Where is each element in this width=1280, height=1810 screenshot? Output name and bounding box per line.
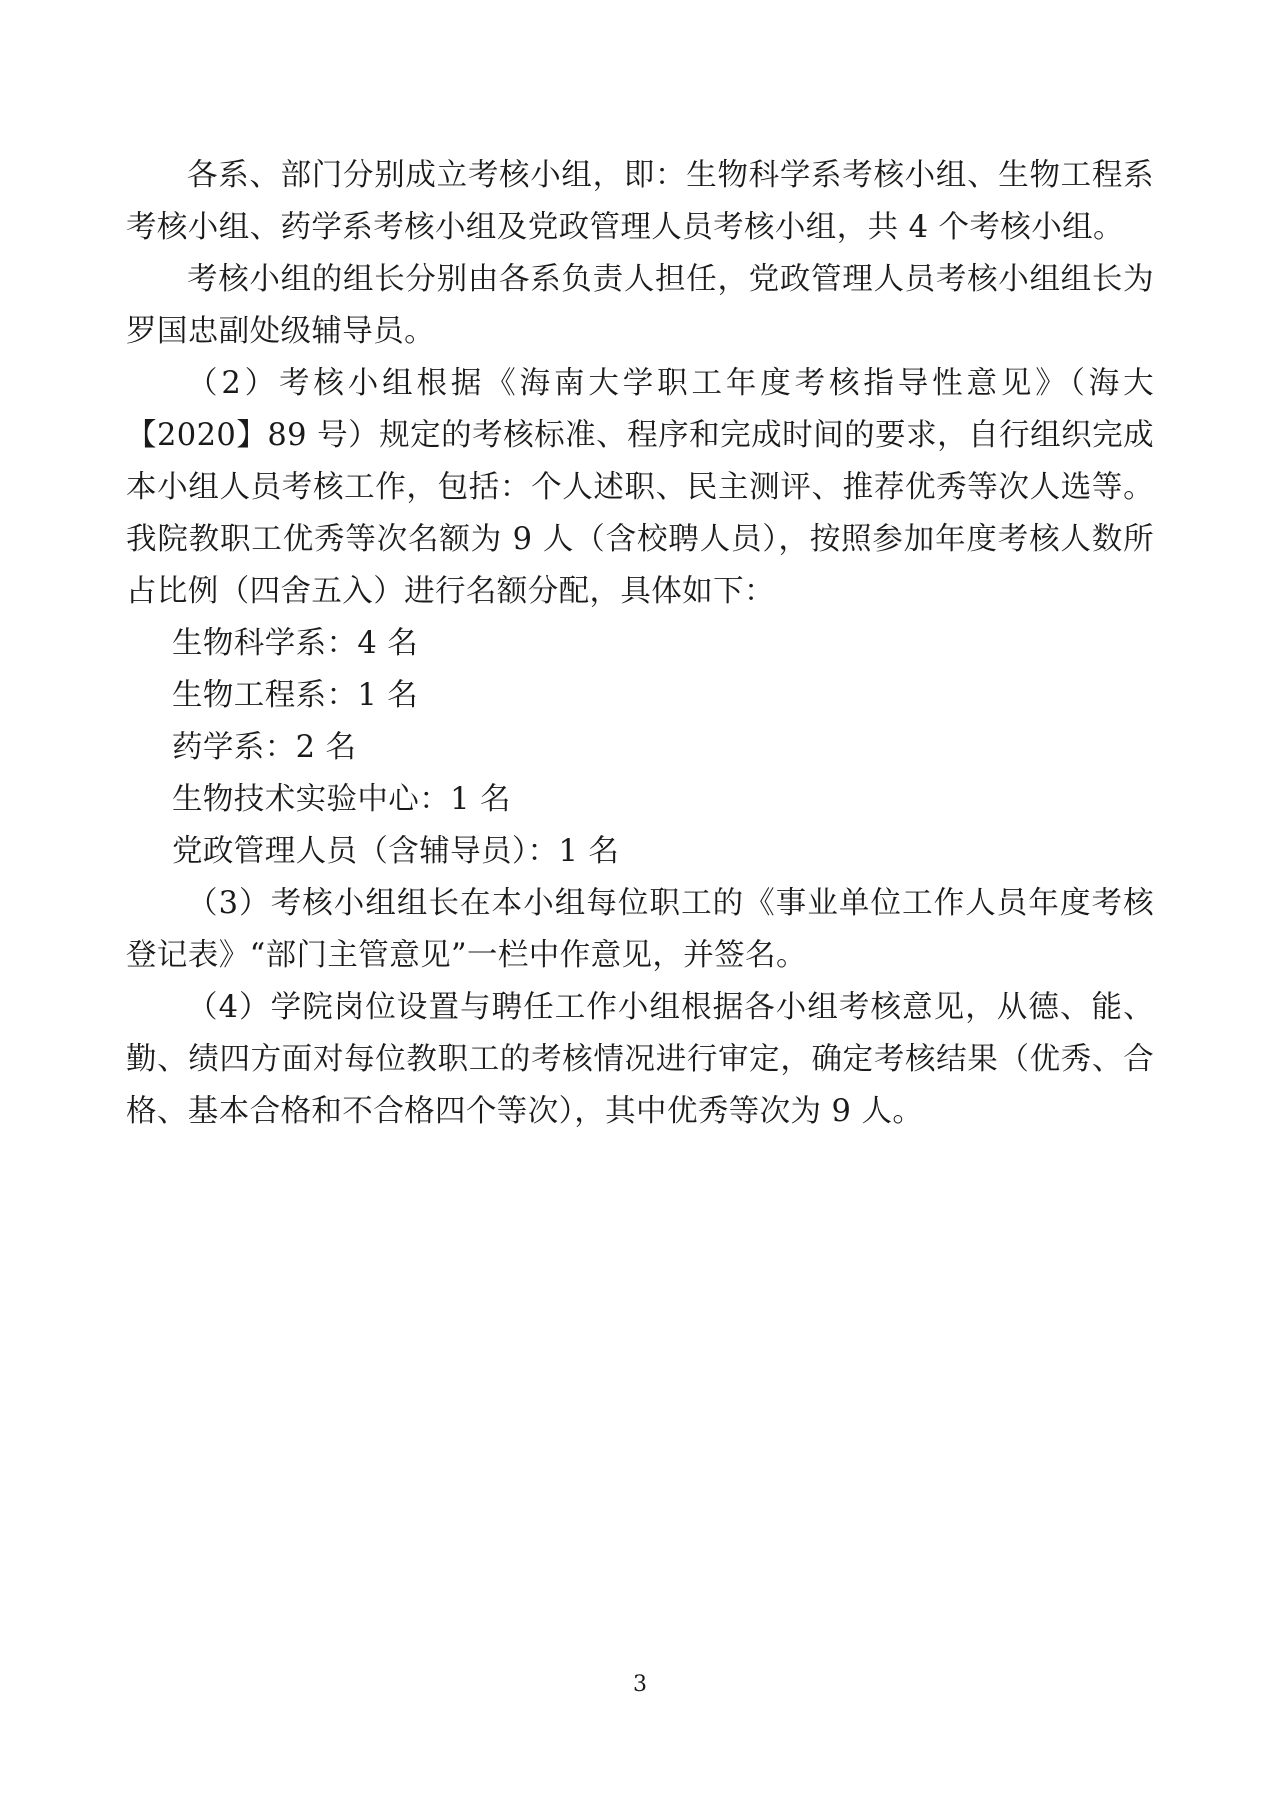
paragraph-group-leaders: 考核小组的组长分别由各系负责人担任，党政管理人员考核小组组长为罗国忠副处级辅导员。 [126, 262, 1154, 349]
quota-bioengineering: 生物工程系：1 名 [172, 678, 419, 713]
paragraph-item-3: （3）考核小组组长在本小组每位职工的《事业单位工作人员年度考核登记表》“部门主管意见”一栏中作意见，并签名。 [126, 886, 1154, 973]
quota-administrative: 党政管理人员（含辅导员）：1 名 [172, 834, 620, 869]
document-body [126, 150, 1154, 1138]
quota-biotech-lab-center: 生物技术实验中心：1 名 [172, 782, 511, 817]
paragraph-item-2: （2）考核小组根据《海南大学职工年度考核指导性意见》（海大【2020】89 号）规定的考核标准、程序和完成时间的要求，自行组织完成本小组人员考核工作，包括：个人述职、民主测评、推荐优秀等次人选等。我院教职工优秀等次名额为 9 人（含校聘人员），按照参加年度考核人数所占比例（四舍五入）进行名额分配，具体如下： [126, 366, 1154, 609]
page-number: 3 [633, 1672, 647, 1697]
quota-bioscience: 生物科学系：4 名 [172, 626, 419, 661]
quota-pharmacy: 药学系：2 名 [172, 730, 357, 765]
paragraph-groups-established: 各系、部门分别成立考核小组，即：生物科学系考核小组、生物工程系考核小组、药学系考核小组及党政管理人员考核小组，共 4 个考核小组。 [126, 158, 1154, 245]
paragraph-item-4: （4）学院岗位设置与聘任工作小组根据各小组考核意见，从德、能、勤、绩四方面对每位教职工的考核情况进行审定，确定考核结果（优秀、合格、基本合格和不合格四个等次），其中优秀等次为 9 人。 [126, 990, 1154, 1129]
